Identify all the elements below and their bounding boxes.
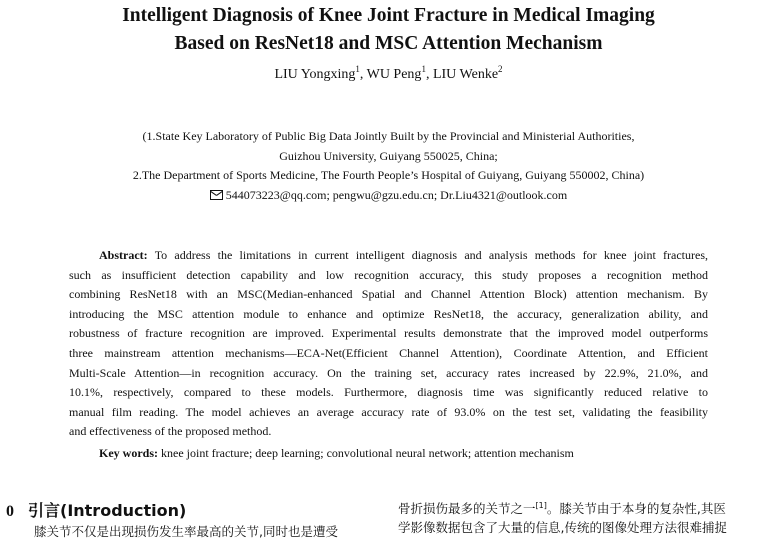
body-text-left-column: 膝关节不仅是出现损伤发生率最高的关节,同时也是遭受 bbox=[34, 524, 338, 539]
abstract bbox=[69, 246, 708, 442]
author-list bbox=[0, 66, 777, 84]
section-number: 0 bbox=[6, 503, 14, 520]
body-line: 骨折损伤最多的关节之一[1]。膝关节由于本身的复杂性,其医 bbox=[398, 501, 726, 516]
author-affiliation-mark: 2 bbox=[498, 64, 503, 74]
body-line: 学影像数据包含了大量的信息,传统的图像处理方法很难捕捉 bbox=[398, 520, 727, 535]
abstract-line: 10.1%, respectively, compared to these models. Furthermore, diagnosis time was significantly reduced relative to bbox=[69, 385, 708, 400]
section-title: 引言(Introduction) bbox=[28, 501, 187, 520]
affiliation-line-3: 2.The Department of Sports Medicine, The Fourth People’s Hospital of Guiyang, Guiyang 550002, China) bbox=[132, 168, 645, 182]
title-line-1: Intelligent Diagnosis of Knee Joint Fracture in Medical Imaging bbox=[122, 5, 655, 26]
keywords bbox=[99, 444, 574, 462]
affiliation-line-1: (1.State Key Laboratory of Public Big Data Jointly Built by the Provincial and Ministerial Authorities, bbox=[142, 129, 635, 143]
affiliations bbox=[0, 127, 777, 205]
title-line-2: Based on ResNet18 and MSC Attention Mechanism bbox=[174, 33, 603, 54]
abstract-line: three mainstream attention mechanisms—ECA-Net(Efficient Channel Attention), Coordinate Attention, and Efficient bbox=[69, 345, 708, 360]
abstract-line: Abstract: To address the limitations in current intelligent diagnosis and analysis methods for knee joint fractures, bbox=[99, 248, 708, 262]
author-affiliation-mark: 1 bbox=[355, 64, 360, 74]
affiliation-line-2: Guizhou University, Guiyang 550025, China; bbox=[279, 148, 498, 163]
abstract-line: manual film reading. The model achieves an average accuracy rate of 93.0% on the test set, validating the feasibility bbox=[69, 404, 708, 419]
abstract-line: combining ResNet18 with an MSC(Median-enhanced Spatial and Channel Attention Block) attention mechanism. By bbox=[69, 287, 708, 302]
body-text-right-column bbox=[398, 499, 727, 537]
abstract-line: introducing the MSC attention module to enhance and optimize ResNet18, the accuracy, generalization ability, and bbox=[69, 306, 708, 321]
envelope-icon bbox=[210, 190, 223, 200]
author-separator: , bbox=[425, 67, 433, 82]
abstract-line: robustness of fracture recognition are improved. Experimental results demonstrate that the improved model outperforms bbox=[69, 326, 708, 341]
author-separator: , bbox=[359, 67, 367, 82]
abstract-line: Multi-Scale Attention—in recognition accuracy. On the training set, accuracy rates increased by 22.9%, 21.0%, and bbox=[69, 365, 708, 380]
author-name: WU Peng bbox=[366, 67, 422, 82]
author-name: LIU Yongxing bbox=[274, 67, 356, 82]
section-heading bbox=[6, 500, 186, 523]
author-name: LIU Wenke bbox=[432, 67, 499, 82]
paper-title bbox=[0, 2, 777, 58]
email-line bbox=[0, 186, 777, 206]
abstract-line: such as insufficient detection capability and low recognition accuracy, this study proposes a recognition method bbox=[69, 267, 708, 282]
citation-mark: [1] bbox=[535, 501, 547, 510]
author-emails: 544073223@qq.com; pengwu@gzu.edu.cn; Dr.Liu4321@outlook.com bbox=[225, 187, 568, 202]
abstract-label: Abstract: bbox=[99, 248, 148, 262]
author-affiliation-mark: 1 bbox=[421, 64, 426, 74]
keywords-text: knee joint fracture; deep learning; convolutional neural network; attention mechanism bbox=[161, 446, 574, 460]
abstract-line: and effectiveness of the proposed method. bbox=[69, 424, 272, 439]
keywords-label: Key words: bbox=[99, 446, 158, 460]
